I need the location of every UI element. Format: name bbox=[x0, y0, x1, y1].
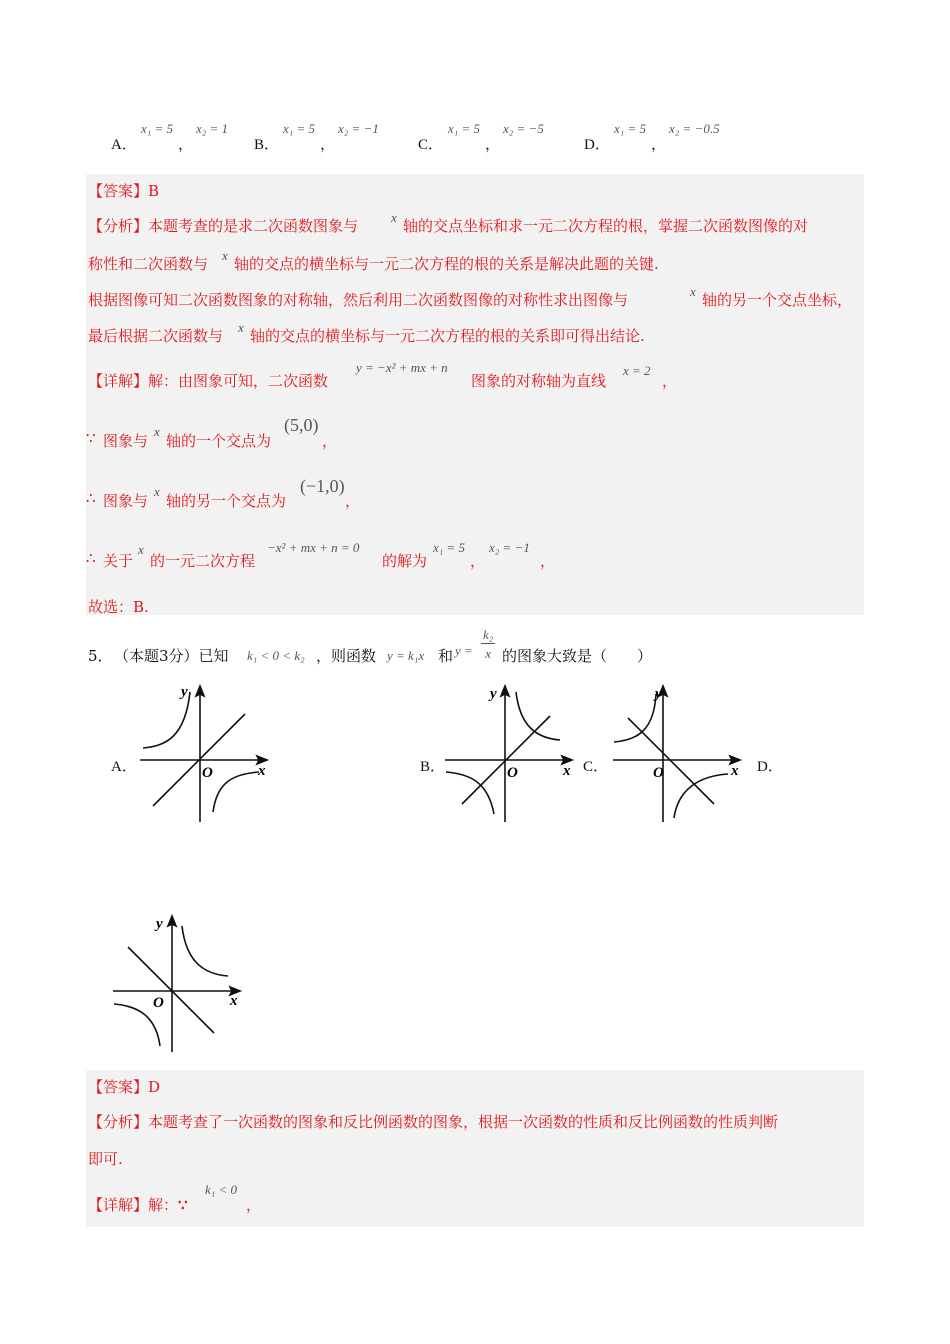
math-root-2: x₂ = −1 bbox=[489, 540, 530, 555]
q4-option-b-label: B． bbox=[254, 137, 280, 153]
detail-text: 轴的另一个交点为 bbox=[166, 492, 287, 510]
math-point: (5,0) bbox=[284, 415, 319, 435]
detail-tag: 【详解】 bbox=[88, 372, 149, 390]
origin-label: O bbox=[153, 995, 164, 1011]
q5-text: ，则函数 bbox=[316, 647, 377, 665]
axis-x-label: x bbox=[258, 763, 266, 779]
q5-score-text: （本题3分）已知 bbox=[114, 647, 229, 665]
q5-answer-box bbox=[86, 1070, 864, 1227]
analysis-text: 轴的交点坐标和求一元二次方程的根，掌握二次函数图像的对 bbox=[403, 217, 809, 235]
detail-text: 解： bbox=[148, 1196, 179, 1214]
q4-option-b-comma: ， bbox=[320, 137, 336, 153]
q4-option-d-x1: x₁ = 5 bbox=[614, 121, 647, 136]
therefore-symbol: ∴ bbox=[86, 489, 96, 507]
analysis-text: 本题考查了一次函数的图象和反比例函数的图象，根据一次函数的性质和反比例函数的性质判断 bbox=[148, 1113, 779, 1131]
detail-text: 轴的一个交点为 bbox=[166, 432, 272, 450]
q4-option-a-x2: x₂ = 1 bbox=[196, 121, 229, 136]
answer-value: B bbox=[148, 182, 160, 200]
axis-x-label: x bbox=[230, 993, 238, 1009]
detail-tag: 【详解】 bbox=[88, 1196, 149, 1214]
q4-option-c-x2: x₂ = −5 bbox=[503, 121, 544, 136]
q5-inverse-function bbox=[455, 643, 473, 659]
q5-option-b-label: B． bbox=[420, 759, 446, 775]
q4-option-a-comma: ， bbox=[178, 137, 194, 153]
math-x: x bbox=[391, 210, 397, 225]
math-condition: k₁ < 0 bbox=[205, 1182, 238, 1197]
answer-tag: 【答案】 bbox=[88, 182, 149, 200]
q5-number: 5． bbox=[88, 647, 113, 665]
q4-answer-box bbox=[86, 174, 864, 615]
origin-label: O bbox=[653, 765, 664, 781]
math-x: x bbox=[138, 542, 144, 557]
q5-option-a-label: A． bbox=[111, 759, 137, 775]
q5-func2-denominator: x bbox=[485, 646, 492, 661]
q4-conclusion: 故选：B. bbox=[88, 598, 149, 616]
analysis-line-4: 最后根据二次函数与 bbox=[88, 327, 224, 345]
axis-x-label: x bbox=[731, 763, 739, 779]
q4-option-d-comma: ， bbox=[651, 137, 667, 153]
q5-func2-fraction bbox=[481, 628, 495, 660]
axis-y-label: y bbox=[490, 686, 497, 702]
detail-text: 图象与 bbox=[103, 492, 149, 510]
math-point: (−1,0) bbox=[300, 476, 345, 496]
analysis-line-3: 根据图像可知二次函数图象的对称轴，然后利用二次函数图像的对称性求出图像与 bbox=[88, 291, 629, 309]
detail-text: ， bbox=[470, 552, 486, 570]
q5-graph-c bbox=[608, 680, 748, 825]
axis-x-label: x bbox=[563, 763, 571, 779]
analysis-text: 本题考查的是求二次函数图象与 bbox=[148, 217, 359, 235]
q4-option-c-x1: x₁ = 5 bbox=[448, 121, 481, 136]
detail-text: 解：由图象可知，二次函数 bbox=[148, 372, 329, 390]
detail-text: 的解为 bbox=[382, 552, 428, 570]
math-quadratic: y = −x² + mx + n bbox=[356, 360, 448, 375]
math-axis: x = 2 bbox=[623, 363, 651, 378]
q5-linear-function: y = k₁x bbox=[387, 648, 425, 663]
q5-detail-line bbox=[88, 1194, 188, 1215]
therefore-symbol: ∴ bbox=[86, 549, 96, 567]
q5-graph-d bbox=[108, 910, 248, 1055]
q4-option-d-label: D． bbox=[584, 137, 610, 153]
q5-option-c-label: C． bbox=[583, 759, 609, 775]
origin-label: O bbox=[507, 765, 518, 781]
math-x: x bbox=[154, 424, 160, 439]
q5-graph-a bbox=[135, 680, 275, 825]
q5-func2-lhs: y = bbox=[455, 643, 473, 658]
math-equation: −x² + mx + n = 0 bbox=[267, 540, 360, 555]
q5-graph-b bbox=[440, 680, 580, 825]
q4-answer-line bbox=[88, 180, 159, 201]
q5-analysis-line-2: 即可. bbox=[88, 1150, 123, 1168]
q4-analysis-line-1 bbox=[88, 215, 358, 236]
analysis-line-2: 称性和二次函数与 bbox=[88, 255, 209, 273]
q4-option-d-x2: x₂ = −0.5 bbox=[669, 121, 720, 136]
detail-text: ， bbox=[322, 432, 338, 450]
detail-text: ， bbox=[662, 372, 678, 390]
analysis-text: 轴的交点的横坐标与一元二次方程的根的关系即可得出结论. bbox=[250, 327, 645, 345]
q5-func2-numerator: k₂ bbox=[483, 627, 494, 642]
detail-text: ， bbox=[345, 492, 361, 510]
detail-text: 的一元二次方程 bbox=[150, 552, 256, 570]
q5-option-d-label: D． bbox=[757, 759, 783, 775]
analysis-tag: 【分析】 bbox=[88, 217, 149, 235]
analysis-tag: 【分析】 bbox=[88, 1113, 149, 1131]
axis-y-label: y bbox=[181, 684, 188, 700]
q4-option-b-x2: x₂ = −1 bbox=[338, 121, 379, 136]
detail-text: ， bbox=[246, 1196, 262, 1214]
q4-detail-line-1 bbox=[88, 370, 328, 391]
q5-text: 的图象大致是（ ） bbox=[502, 647, 653, 665]
q4-option-a-x1: x₁ = 5 bbox=[141, 121, 174, 136]
detail-text: 图象的对称轴为直线 bbox=[471, 372, 607, 390]
detail-text: ， bbox=[540, 552, 556, 570]
math-x: x bbox=[154, 484, 160, 499]
math-x: x bbox=[690, 284, 696, 299]
q4-option-a-label: A． bbox=[111, 137, 137, 153]
q5-condition: k₁ < 0 < k₂ bbox=[247, 648, 305, 663]
because-symbol: ∵ bbox=[178, 1196, 188, 1214]
q4-option-c-comma: ， bbox=[485, 137, 501, 153]
detail-text: 图象与 bbox=[103, 432, 149, 450]
q4-option-b-x1: x₁ = 5 bbox=[283, 121, 316, 136]
analysis-text: 轴的另一个交点坐标， bbox=[702, 291, 853, 309]
answer-tag: 【答案】 bbox=[88, 1078, 149, 1096]
detail-text: 关于 bbox=[103, 552, 134, 570]
math-x: x bbox=[238, 320, 244, 335]
q5-answer-line bbox=[88, 1076, 160, 1097]
answer-value: D bbox=[148, 1078, 161, 1096]
math-root-1: x₁ = 5 bbox=[433, 540, 466, 555]
math-x: x bbox=[222, 248, 228, 263]
analysis-text: 轴的交点的横坐标与一元二次方程的根的关系是解决此题的关键. bbox=[234, 255, 659, 273]
axis-y-label: y bbox=[156, 916, 163, 932]
q5-analysis-line-1 bbox=[88, 1111, 778, 1132]
axis-y-label: y bbox=[655, 686, 662, 702]
because-symbol: ∵ bbox=[86, 429, 96, 447]
q5-text: 和 bbox=[438, 647, 454, 665]
q4-option-c-label: C． bbox=[418, 137, 444, 153]
origin-label: O bbox=[202, 765, 213, 781]
